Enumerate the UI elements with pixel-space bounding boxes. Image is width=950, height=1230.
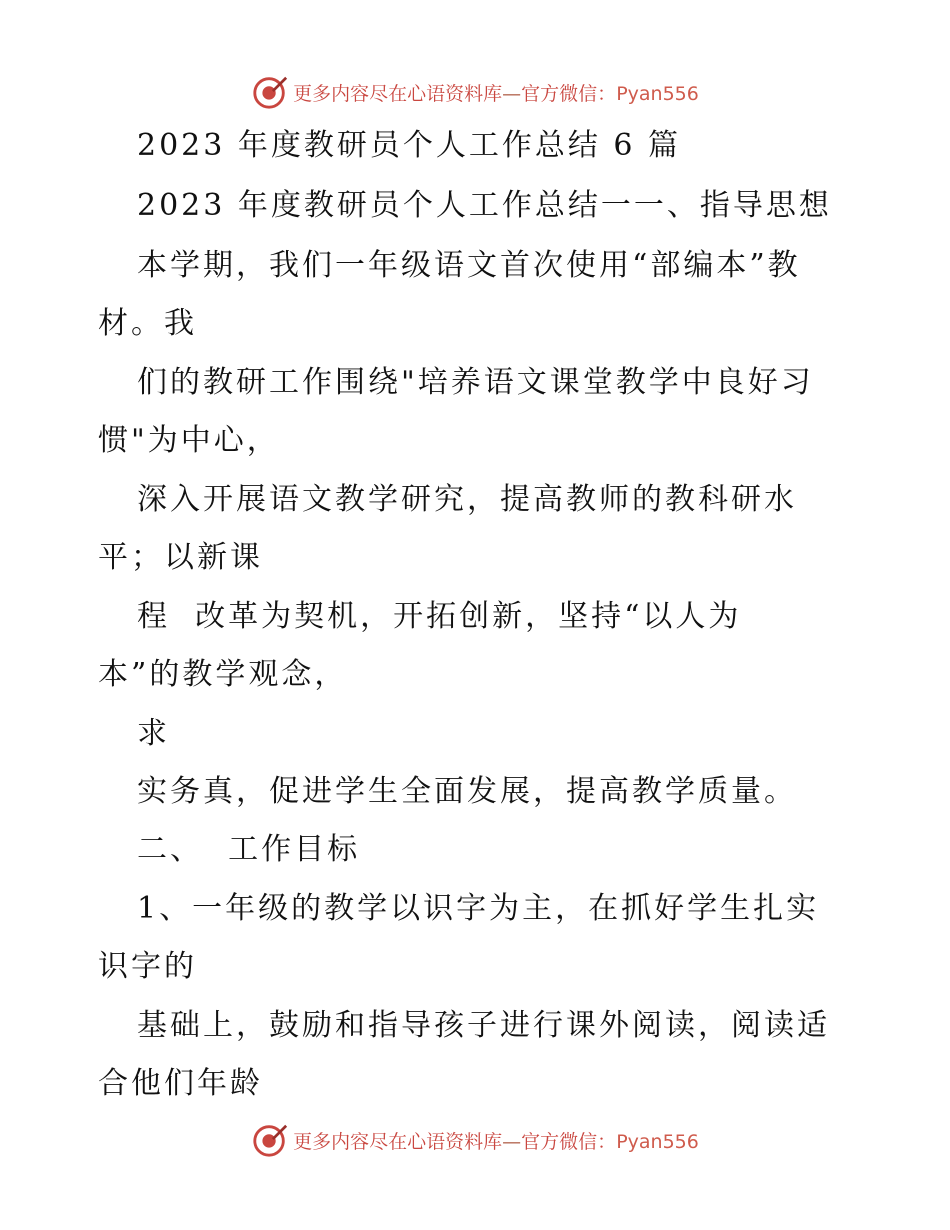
wechat-handle: Pyan556 bbox=[616, 82, 699, 105]
pen-seal-icon bbox=[251, 73, 289, 111]
footer-banner bbox=[0, 1118, 950, 1162]
doc-line: 本”的教学观念， bbox=[98, 657, 348, 692]
wechat-handle: Pyan556 bbox=[616, 1130, 699, 1153]
header-banner bbox=[0, 70, 950, 114]
doc-line: 1、一年级的教学以识字为主，在抓好学生扎实 bbox=[137, 891, 820, 926]
doc-line: 基础上，鼓励和指导孩子进行课外阅读，阅读适 bbox=[137, 1008, 830, 1043]
pen-seal-icon bbox=[251, 1121, 289, 1159]
doc-line: 本学期，我们一年级语文首次使用“部编本”教 bbox=[137, 248, 801, 283]
doc-line: 合他们年龄 bbox=[98, 1066, 263, 1101]
doc-line: 程 改革为契机，开拓创新，坚持“以人为 bbox=[137, 599, 742, 634]
banner-text: 更多内容尽在心语资料库—官方微信：Pyan556 bbox=[293, 82, 699, 105]
doc-line: 2023 年度教研员个人工作总结一一、指导思想 bbox=[137, 188, 832, 223]
doc-line: 识字的 bbox=[98, 949, 197, 984]
doc-line: 深入开展语文教学研究，提高教师的教科研水 bbox=[137, 482, 797, 517]
doc-line: 实务真，促进学生全面发展，提高教学质量。 bbox=[137, 774, 797, 809]
doc-line: 们的教研工作围绕"培养语文课堂教学中良好习 bbox=[137, 365, 814, 400]
doc-line: 平；以新课 bbox=[98, 540, 263, 575]
section-heading: 二、 工作目标 bbox=[137, 832, 361, 867]
doc-line: 求 bbox=[137, 716, 170, 751]
doc-line: 材。我 bbox=[98, 306, 197, 341]
banner-text: 更多内容尽在心语资料库—官方微信：Pyan556 bbox=[293, 1130, 699, 1153]
doc-title: 2023 年度教研员个人工作总结 6 篇 bbox=[137, 128, 682, 163]
doc-line: 惯"为中心， bbox=[98, 423, 280, 458]
